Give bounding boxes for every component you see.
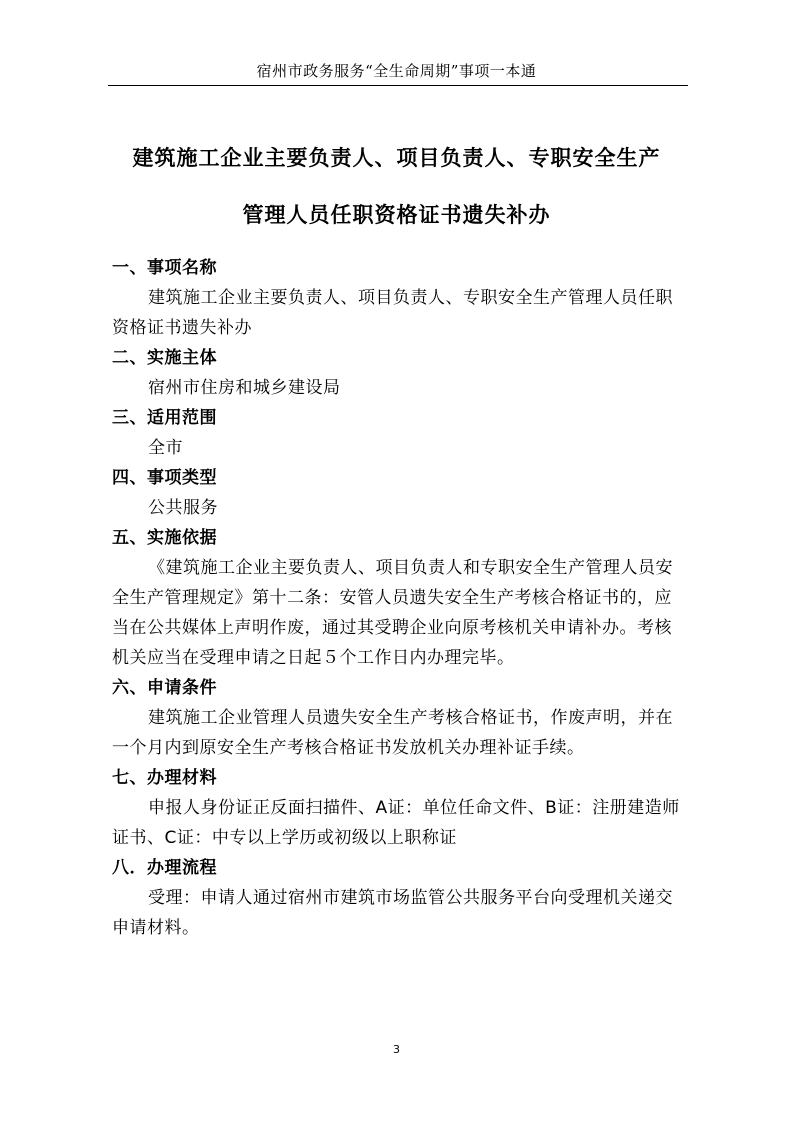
header-rule	[108, 85, 688, 86]
section-body-name: 建筑施工企业主要负责人、项目负责人、专职安全生产管理人员任职资格证书遗失补办	[112, 288, 673, 338]
doc-title-line-2: 管理人员任职资格证书遗失补办	[242, 203, 551, 227]
running-header: 宿州市政务服务“全生命周期”事项一本通	[256, 62, 537, 80]
section-heading-conditions: 六、申请条件	[112, 678, 217, 698]
section-heading-scope: 三、适用范围	[112, 408, 217, 428]
document-body	[112, 253, 684, 943]
doc-title-line-1: 建筑施工企业主要负责人、项目负责人、专职安全生产	[132, 146, 661, 170]
section-heading-materials: 七、办理材料	[112, 768, 217, 788]
section-heading-process: 八．办理流程	[112, 858, 217, 878]
section-body-subject: 宿州市住房和城乡建设局	[148, 378, 341, 398]
section-body-scope: 全市	[148, 438, 183, 458]
page-number: 3	[393, 1043, 400, 1056]
section-heading-type: 四、事项类型	[112, 468, 217, 488]
section-heading-subject: 二、实施主体	[112, 348, 217, 368]
section-body-basis: 《建筑施工企业主要负责人、项目负责人和专职安全生产管理人员安全生产管理规定》第十二条：安管人员遗失安全生产考核合格证书的，应当在公共媒体上声明作废，通过其受聘企业向原考核机关申请补办。考核机关应当在受理申请之日起５个工作日内办理完毕。	[112, 558, 673, 668]
section-body-materials: 申报人身份证正反面扫描件、A证：单位任命文件、B证：注册建造师证书、C证：中专以上学历或初级以上职称证	[112, 798, 680, 848]
section-heading-basis: 五、实施依据	[112, 528, 217, 548]
section-body-type: 公共服务	[148, 498, 218, 518]
section-body-process: 受理：申请人通过宿州市建筑市场监管公共服务平台向受理机关递交申请材料。	[112, 888, 673, 938]
section-body-conditions: 建筑施工企业管理人员遗失安全生产考核合格证书，作废声明，并在一个月内到原安全生产考核合格证书发放机关办理补证手续。	[112, 708, 673, 758]
section-heading-name: 一、事项名称	[112, 258, 217, 278]
